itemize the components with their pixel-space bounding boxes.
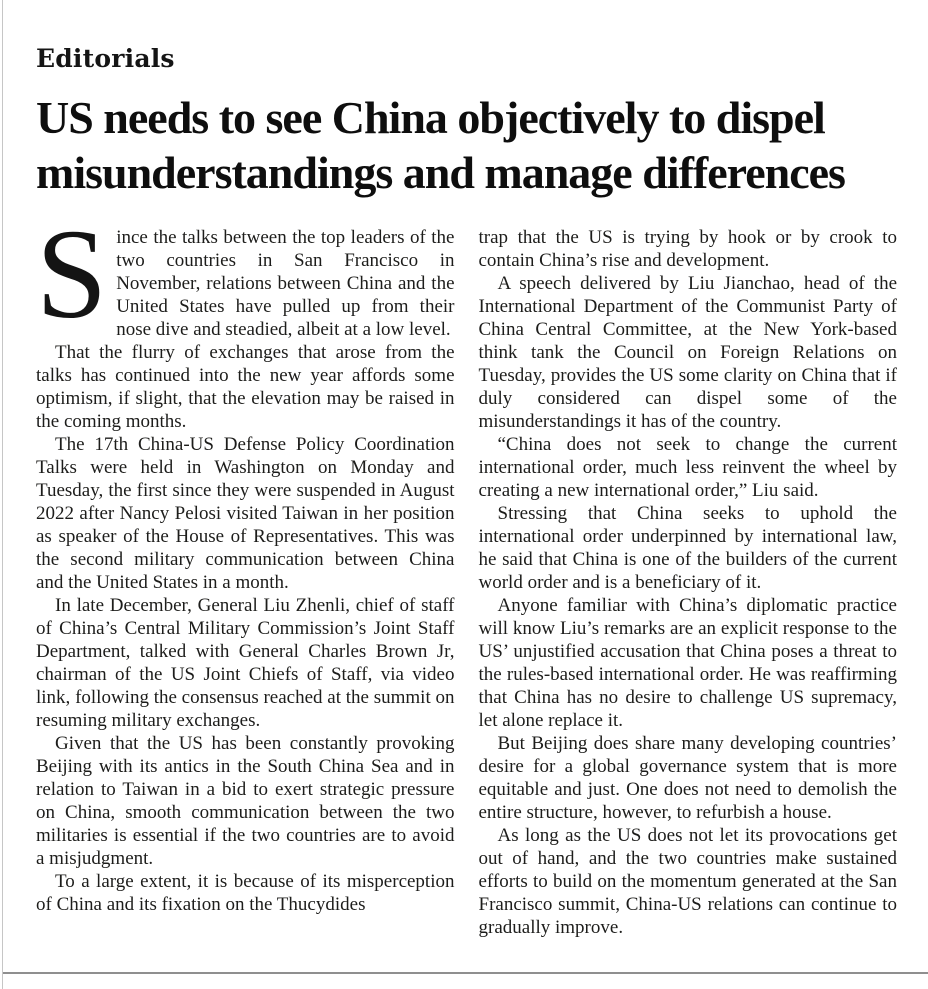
- body-paragraph: To a large extent, it is because of its misperception of China and its fixation on the Thucydides: [36, 871, 455, 915]
- body-paragraph: Given that the US has been constantly provoking Beijing with its antics in the South China Sea and in relation to Taiwan in a bid to exert strategic pressure on China, smooth communication between the two militaries is essential if the two countries are to avoid a misjudgment.: [36, 733, 455, 869]
- column-left: [36, 203, 455, 939]
- lead-paragraph-text: ince the talks between the top leaders of the two countries in San Francisco in November, relations between China and the United States have pulled up from their nose dive and steadied, albeit at a low level.: [116, 227, 455, 340]
- body-paragraph: The 17th China-US Defense Policy Coordination Talks were held in Washington on Monday and Tuesday, the first since they were suspended in August 2022 after Nancy Pelosi visited Taiwan in her position as speaker of the House of Representatives. This was the second military communication between China and the United States in a month.: [36, 434, 455, 593]
- section-label: Editorials: [36, 44, 175, 73]
- headline-line-2: misunderstandings and manage differences: [36, 147, 845, 198]
- right-paragraph-list: [479, 272, 898, 939]
- left-paragraph-list: [36, 341, 455, 916]
- column-right: [479, 226, 898, 939]
- bottom-rule: [3, 972, 928, 974]
- body-paragraph: That the flurry of exchanges that arose from the talks has continued into the new year affords some optimism, if slight, that the elevation may be raised in the coming months.: [36, 342, 455, 432]
- drop-cap: S: [36, 203, 108, 345]
- continuation-paragraph: trap that the US is trying by hook or by crook to contain China’s rise and development.: [478, 227, 897, 271]
- headline-line-1: US needs to see China objectively to dispel: [36, 92, 825, 143]
- body-paragraph: Stressing that China seeks to uphold the international order underpinned by international law, he said that China is one of the builders of the current world order and is a beneficiary of it.: [478, 503, 897, 593]
- lead-paragraph: [36, 203, 455, 345]
- body-paragraph: But Beijing does share many developing countries’ desire for a global governance system that is more equitable and just. One does not need to demolish the entire structure, however, to refurbish a house.: [478, 733, 897, 823]
- body-paragraph: Anyone familiar with China’s diplomatic practice will know Liu’s remarks are an explicit response to the US’ unjustified accusation that China poses a threat to the rules-based international order. He was reaffirming that China has no desire to challenge US supremacy, let alone replace it.: [478, 595, 897, 731]
- headline: [36, 90, 897, 200]
- left-column-rule: [2, 0, 3, 989]
- body-paragraph: As long as the US does not let its provocations get out of hand, and the two countries make sustained efforts to build on the momentum generated at the San Francisco summit, China-US relations can continue to gradually improve.: [478, 825, 897, 938]
- body-paragraph: In late December, General Liu Zhenli, chief of staff of China’s Central Military Commission’s Joint Staff Department, talked with General Charles Brown Jr, chairman of the US Joint Chiefs of Staff, via video link, following the consensus reached at the summit on resuming military exchanges.: [36, 595, 455, 731]
- body-paragraph: “China does not seek to change the current international order, much less reinvent the wheel by creating a new international order,” Liu said.: [478, 434, 897, 501]
- article-body: [36, 203, 897, 939]
- body-paragraph: A speech delivered by Liu Jianchao, head of the International Department of the Communist Party of China Central Committee, at the New York-based think tank the Council on Foreign Relations on Tuesday, provides the US some clarity on China that if duly considered can dispel some of the misunderstandings it has of the country.: [478, 273, 897, 432]
